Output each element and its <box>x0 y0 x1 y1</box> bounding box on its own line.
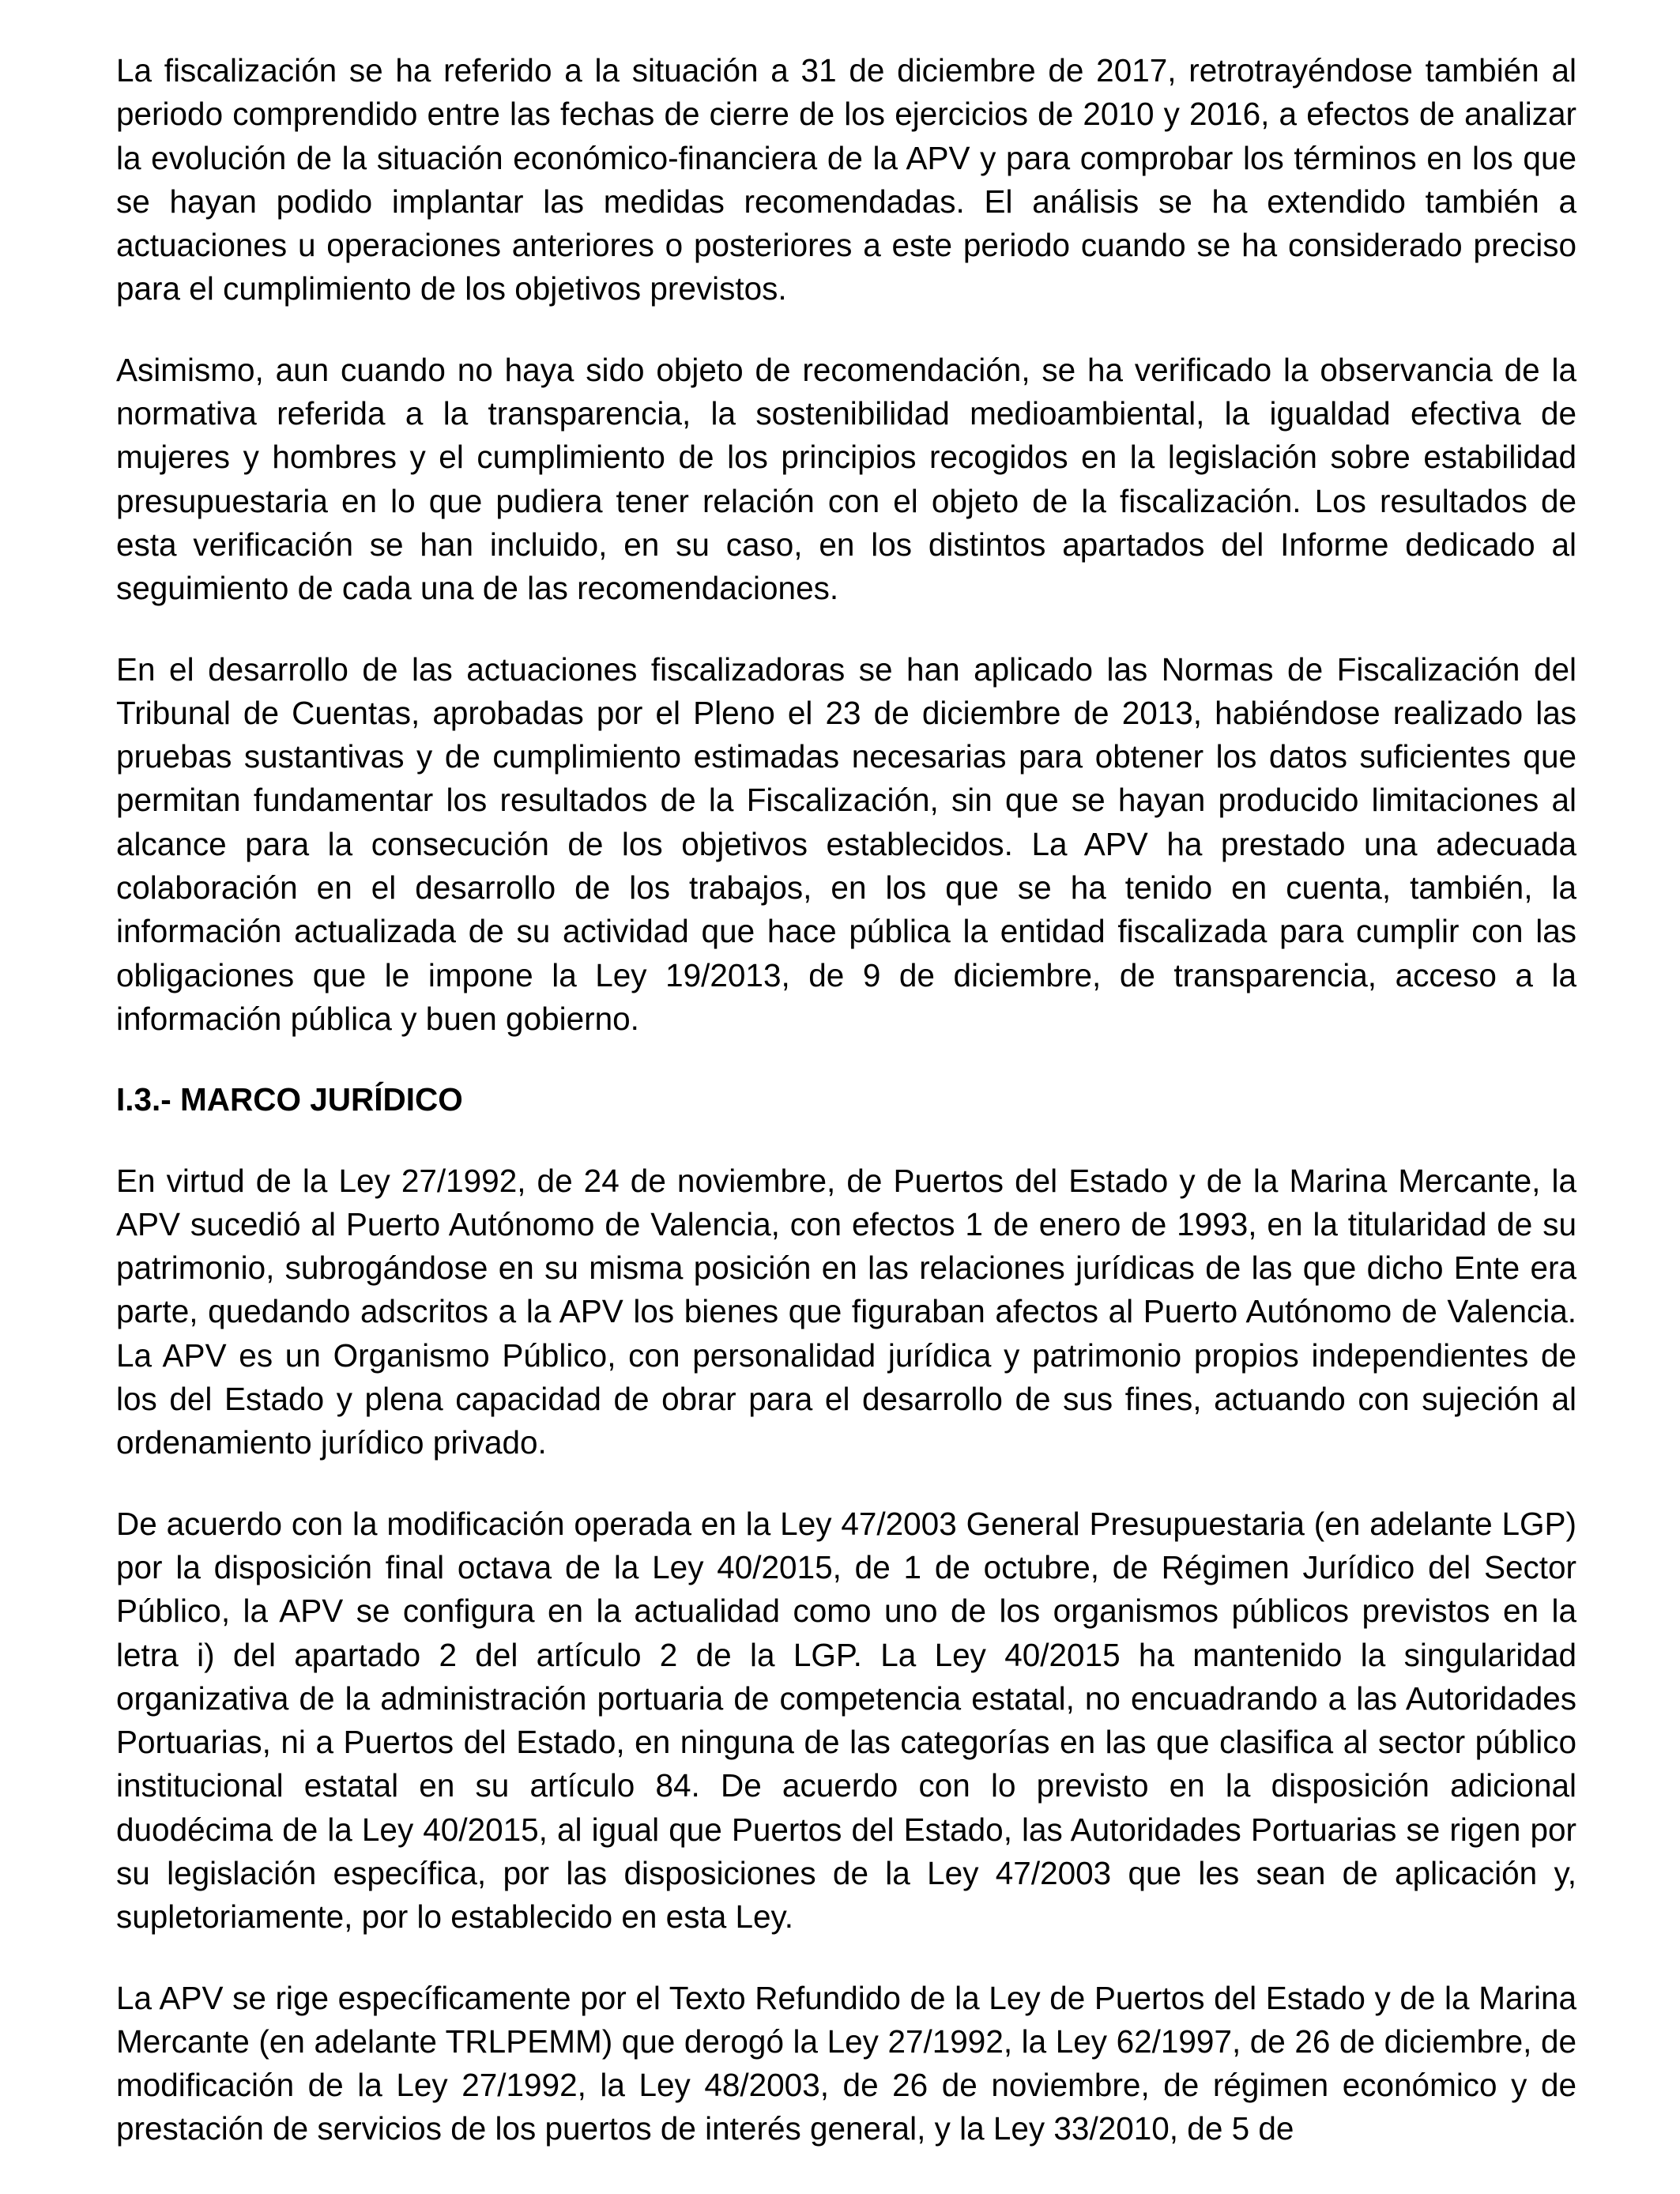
paragraph-regulatory-verification: Asimismo, aun cuando no haya sido objeto de recomendación, se ha verificado la observancia de la normativa referida a la transparencia, la sostenibilidad medioambiental, la igualdad efectiva de mujeres y hombres y el cumplimiento de los principios recogidos en la legislación sobre estabilidad presupuestaria en lo que pudiera tener relación con el objeto de la fiscalización. Los resultados de esta verificación se han incluido, en su caso, en los distintos apartados del Informe dedicado al seguimiento de cada una de las recomendaciones. <box>116 351 1576 607</box>
paragraph-trlpemm: La APV se rige específicamente por el Texto Refundido de la Ley de Puertos del Estado y de la Marina Mercante (en adelante TRLPEMM) que derogó la Ley 27/1992, la Ley 62/1997, de 26 de diciembre, de modificación de la Ley 27/1992, la Ley 48/2003, de 26 de noviembre, de régimen económico y de prestación de servicios de los puertos de interés general, y la Ley 33/2010, de 5 de <box>116 1979 1576 2147</box>
document-page <box>116 49 1576 2151</box>
section-heading-marco-juridico: I.3.- MARCO JURÍDICO <box>116 1081 463 1118</box>
paragraph-scope-period: La fiscalización se ha referido a la situación a 31 de diciembre de 2017, retrotrayéndose también al periodo comprendido entre las fechas de cierre de los ejercicios de 2010 y 2016, a efectos de analizar la evolución de la situación económico-financiera de la APV y para comprobar los términos en los que se hayan podido implantar las medidas recomendadas. El análisis se ha extendido también a actuaciones u operaciones anteriores o posteriores a este periodo cuando se ha considerado preciso para el cumplimiento de los objetivos previstos. <box>116 52 1576 307</box>
paragraph-audit-standards: En el desarrollo de las actuaciones fiscalizadoras se han aplicado las Normas de Fiscalización del Tribunal de Cuentas, aprobadas por el Pleno el 23 de diciembre de 2013, habiéndose realizado las pruebas sustantivas y de cumplimiento estimadas necesarias para obtener los datos suficientes que permitan fundamentar los resultados de la Fiscalización, sin que se hayan producido limitaciones al alcance para la consecución de los objetivos establecidos. La APV ha prestado una adecuada colaboración en el desarrollo de los trabajos, en los que se ha tenido en cuenta, también, la información actualizada de su actividad que hace pública la entidad fiscalizada para cumplir con las obligaciones que le impone la Ley 19/2013, de 9 de diciembre, de transparencia, acceso a la información pública y buen gobierno. <box>116 650 1576 1037</box>
paragraph-ley-47-2003: De acuerdo con la modificación operada en la Ley 47/2003 General Presupuestaria (en adelante LGP) por la disposición final octava de la Ley 40/2015, de 1 de octubre, de Régimen Jurídico del Sector Público, la APV se configura en la actualidad como uno de los organismos públicos previstos en la letra i) del apartado 2 del artículo 2 de la LGP. La Ley 40/2015 ha mantenido la singularidad organizativa de la administración portuaria de competencia estatal, no encuadrando a las Autoridades Portuarias, ni a Puertos del Estado, en ninguna de las categorías en las que clasifica al sector público institucional estatal en su artículo 84. De acuerdo con lo previsto en la disposición adicional duodécima de la Ley 40/2015, al igual que Puertos del Estado, las Autoridades Portuarias se rigen por su legislación específica, por las disposiciones de la Ley 47/2003 que les sean de aplicación y, supletoriamente, por lo establecido en esta Ley. <box>116 1505 1576 1936</box>
paragraph-ley-27-1992: En virtud de la Ley 27/1992, de 24 de noviembre, de Puertos del Estado y de la Marina Mercante, la APV sucedió al Puerto Autónomo de Valencia, con efectos 1 de enero de 1993, en la titularidad de su patrimonio, subrogándose en su misma posición en las relaciones jurídicas de las que dicho Ente era parte, quedando adscritos a la APV los bienes que figuraban afectos al Puerto Autónomo de Valencia. La APV es un Organismo Público, con personalidad jurídica y patrimonio propios independientes de los del Estado y plena capacidad de obrar para el desarrollo de sus fines, actuando con sujeción al ordenamiento jurídico privado. <box>116 1162 1576 1461</box>
